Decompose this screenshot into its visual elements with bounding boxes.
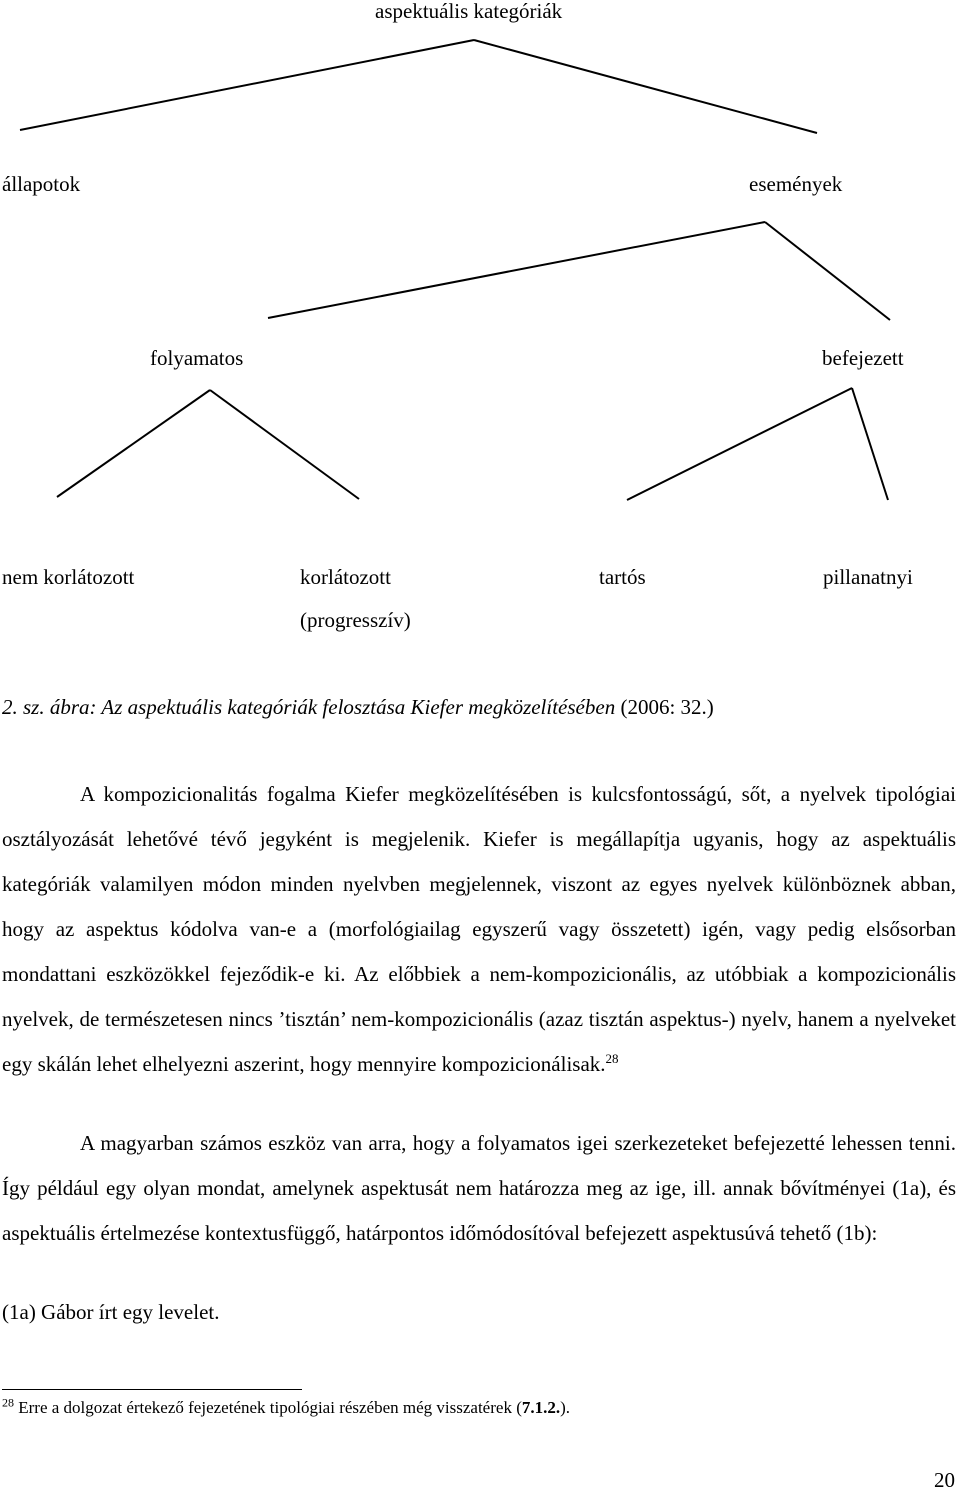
- paragraph-2: A magyarban számos eszköz van arra, hogy a folyamatos igei szerkezeteket befejezetté lehessen tenni. Így például egy olyan mondat, amelynek aspektusát nem határozza meg az ige, ill. annak bővítményei (1a), és aspektuális értelmezése kontextusfüggő, határpontos időmódosítóval befejezett aspektusúvá tehető (1b):: [2, 1131, 956, 1245]
- edge-befejezett-tartos: [627, 388, 852, 500]
- node-befejezett: befejezett: [822, 346, 904, 370]
- node-folyamatos: folyamatos: [150, 346, 244, 370]
- footnote-tail: ).: [560, 1398, 571, 1417]
- edge-folyamatos-nemkorlatozott: [57, 390, 210, 497]
- paragraph-1: [2, 772, 956, 1087]
- footnote-separator: [2, 1389, 302, 1390]
- node-esemenyek: események: [749, 172, 843, 196]
- footnote-section-ref: 7.1.2.: [521, 1398, 561, 1417]
- edge-esemenyek-folyamatos: [268, 222, 765, 318]
- edge-esemenyek-befejezett: [765, 222, 890, 320]
- footnote-number: 28: [2, 1395, 14, 1410]
- page-number: 20: [934, 1468, 955, 1492]
- node-allapotok: állapotok: [2, 172, 81, 196]
- example-1a: (1a) Gábor írt egy levelet.: [2, 1300, 220, 1324]
- footnote: [2, 1395, 571, 1418]
- paragraph-1-text: A kompozicionalitás fogalma Kiefer megközelítésében is kulcsfontosságú, sőt, a nyelvek tipológiai osztályozását lehetővé tévő jegyként is megjelenik. Kiefer is megállapítja ugyanis, hogy az aspektuális kategóriák valamilyen módon minden nyelvben megjelennek, viszont az egyes nyelvek különböznek abban, hogy az aspektus kódolva van-e a (morfológiailag egyszerű vagy összetett) igén, vagy pedig elsősorban mondattani eszközökkel fejeződik-e ki. Az előbbiek a nem-kompozicionális, az utóbbiak a kompozicionális nyelvek, de természetesen nincs ’tisztán’ nem-kompozicionális (azaz tisztán aspektus-) nyelv, hanem a nyelveket egy skálán lehet elhelyezni aszerint, hogy mennyire kompozicionálisak.: [2, 782, 956, 1076]
- node-progressziv: (progresszív): [300, 608, 411, 632]
- caption-text: 2. sz. ábra: Az aspektuális kategóriák felosztása Kiefer megközelítésében: [2, 695, 616, 719]
- footnote-text: Erre a dolgozat értekező fejezetének tipológiai részében még visszatérek (: [18, 1398, 522, 1417]
- aspect-tree-diagram: [0, 0, 960, 700]
- edge-folyamatos-korlatozott: [210, 390, 359, 499]
- edge-root-allapotok: [20, 40, 474, 130]
- node-korlatozott: korlátozott: [300, 565, 391, 589]
- node-tartos: tartós: [599, 565, 646, 589]
- node-pillanatnyi: pillanatnyi: [823, 565, 913, 589]
- node-nem-korlatozott: nem korlátozott: [2, 565, 135, 589]
- footnote-ref[interactable]: 28: [605, 1051, 619, 1066]
- edge-root-esemenyek: [474, 40, 817, 133]
- caption-source: (2006: 32.): [620, 695, 714, 719]
- node-root: aspektuális kategóriák: [375, 0, 563, 23]
- figure-caption: [2, 695, 714, 720]
- edge-befejezett-pillanatnyi: [852, 388, 888, 500]
